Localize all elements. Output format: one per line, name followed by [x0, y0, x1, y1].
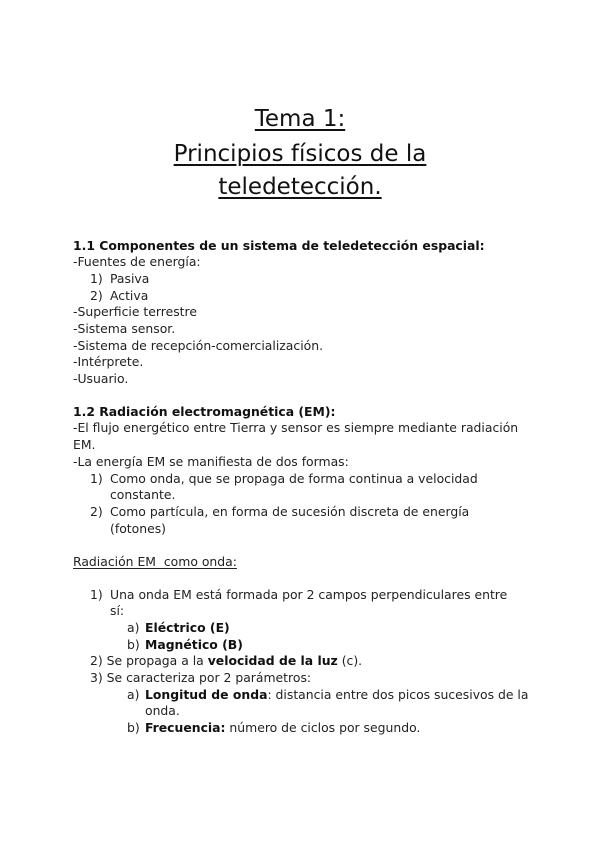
list-item-campos-cont: sí:	[110, 603, 125, 618]
list-item-velocidad	[90, 653, 362, 669]
title-line-1: Tema 1:	[254, 106, 346, 132]
title-line-3: teledetección.	[218, 174, 382, 200]
paragraph-line: -La energía EM se manifiesta de dos formas:	[73, 454, 349, 469]
list-item-particula-cont: (fotones)	[110, 521, 166, 536]
list-item-onda: Como onda, que se propaga de forma continua a velocidad	[110, 471, 478, 486]
sublist-frecuencia	[145, 720, 420, 736]
list-line: -Sistema sensor.	[73, 321, 176, 336]
sublist-letter: b)	[127, 720, 140, 735]
sublist-letter: a)	[127, 687, 140, 702]
list-item-onda-cont: constante.	[110, 487, 176, 502]
list-number: 2)	[90, 288, 103, 303]
list-item-parametros: 3) Se caracteriza por 2 parámetros:	[90, 670, 312, 685]
sublist-letter: a)	[127, 620, 140, 635]
velocidad-prefix: 2) Se propaga a la	[90, 653, 208, 668]
sublist-longitud-cont: onda.	[145, 703, 180, 718]
paragraph-line: EM.	[73, 437, 96, 452]
list-number: 1)	[90, 271, 103, 286]
title-line-2: Principios físicos de la	[173, 141, 427, 167]
list-number: 2)	[90, 504, 103, 519]
list-line: -Superficie terrestre	[73, 304, 197, 319]
section-1-heading: 1.1 Componentes de un sistema de teledetección espacial:	[73, 238, 485, 253]
section-2-heading: 1.2 Radiación electromagnética (EM):	[73, 404, 336, 419]
sublist-letter: b)	[127, 637, 140, 652]
list-line: -Intérprete.	[73, 354, 144, 369]
section-3-heading: Radiación EM como onda:	[73, 554, 237, 569]
velocidad-bold: velocidad de la luz	[207, 653, 338, 668]
list-number: 1)	[90, 587, 103, 602]
list-item-activa: Activa	[110, 288, 149, 303]
velocidad-suffix: (c).	[337, 653, 363, 668]
sublist-electrico: Eléctrico (E)	[145, 620, 230, 635]
longitud-rest: : distancia entre dos picos sucesivos de la	[267, 687, 529, 702]
sublist-longitud	[145, 687, 528, 703]
list-line: -Usuario.	[73, 371, 129, 386]
fuentes-line: -Fuentes de energía:	[73, 254, 201, 269]
frecuencia-bold: Frecuencia:	[145, 720, 226, 735]
list-number: 1)	[90, 471, 103, 486]
paragraph-line: -El flujo energético entre Tierra y sensor es siempre mediante radiación	[73, 420, 519, 435]
longitud-bold: Longitud de onda	[145, 687, 268, 702]
list-item-particula: Como partícula, en forma de sucesión discreta de energía	[110, 504, 470, 519]
list-item-pasiva: Pasiva	[110, 271, 150, 286]
frecuencia-rest: número de ciclos por segundo.	[225, 720, 421, 735]
list-item-campos: Una onda EM está formada por 2 campos perpendiculares entre	[110, 587, 508, 602]
sublist-magnetico: Magnético (B)	[145, 637, 243, 652]
list-line: -Sistema de recepción-comercialización.	[73, 338, 324, 353]
